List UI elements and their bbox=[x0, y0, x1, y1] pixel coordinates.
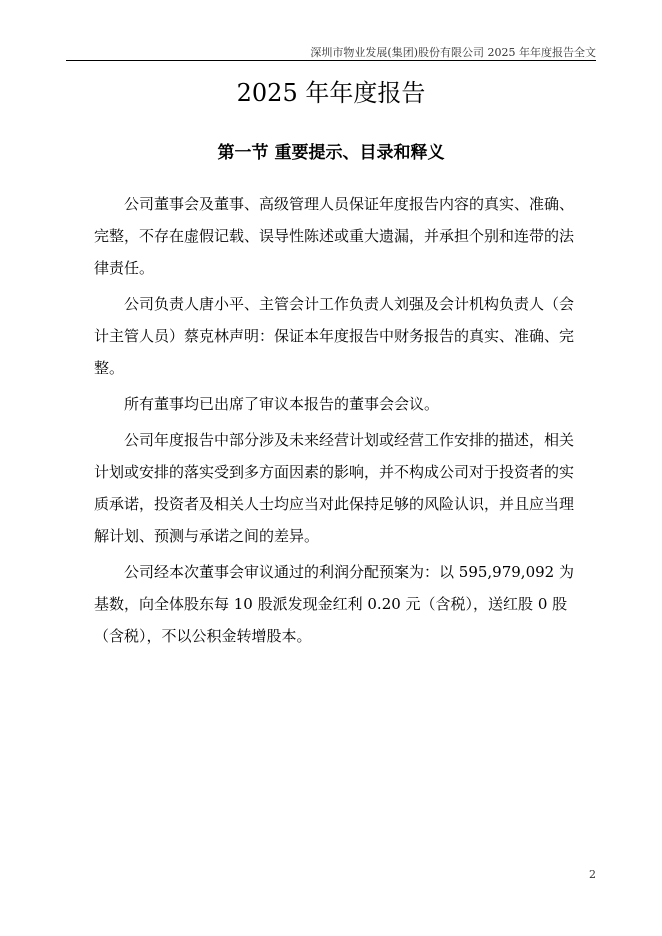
paragraph-text: 公司董事会及董事、高级管理人员保证年度报告内容的真实、准确、完整，不存在虚假记载、误导性陈述或重大遗漏，并承担个别和连带的法律责任。 bbox=[94, 195, 575, 277]
paragraph-declaration bbox=[94, 288, 588, 384]
page-number: 2 bbox=[589, 868, 596, 881]
section-title: 第一节 重要提示、目录和释义 bbox=[217, 143, 445, 163]
paragraph-profit-distribution bbox=[94, 556, 588, 652]
paragraph-text: 公司负责人唐小平、主管会计工作负责人刘强及会计机构负责人（会计主管人员）蔡克林声明：保证本年度报告中财务报告的真实、准确、完整。 bbox=[94, 295, 575, 377]
report-title: 2025 年年度报告 bbox=[236, 79, 426, 107]
running-header: 深圳市物业发展(集团)股份有限公司 2025 年年度报告全文 bbox=[310, 46, 596, 59]
header-rule bbox=[66, 60, 596, 61]
paragraph-responsibility bbox=[94, 188, 588, 284]
paragraph-attendance bbox=[94, 388, 588, 420]
paragraph-text: 所有董事均已出席了审议本报告的董事会会议。 bbox=[124, 395, 440, 413]
paragraph-forward-looking bbox=[94, 424, 588, 552]
paragraph-text: 公司经本次董事会审议通过的利润分配预案为：以 595,979,092 为基数，向全体股东每 10 股派发现金红利 0.20 元（含税），送红股 0 股（含税），不以公积金转增股本。 bbox=[94, 563, 574, 645]
body-text bbox=[94, 188, 588, 656]
paragraph-text: 公司年度报告中部分涉及未来经营计划或经营工作安排的描述，相关计划或安排的落实受到多方面因素的影响，并不构成公司对于投资者的实质承诺，投资者及相关人士均应当对此保持足够的风险认识，并且应当理解计划、预测与承诺之间的差异。 bbox=[94, 431, 575, 545]
